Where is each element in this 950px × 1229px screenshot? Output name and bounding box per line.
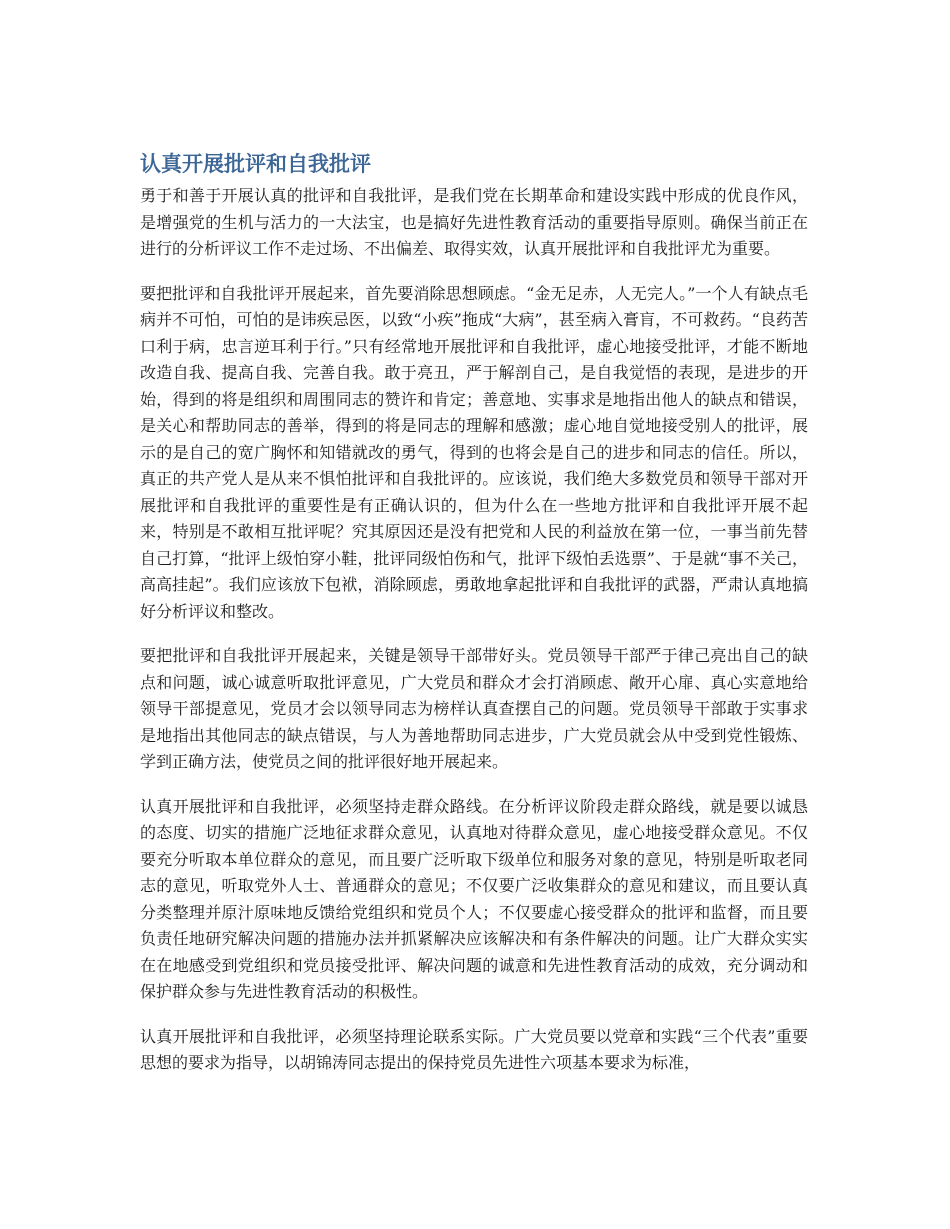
paragraph-4: 认真开展批评和自我批评，必须坚持走群众路线。在分析评议阶段走群众路线，就是要以诚恳的态度、切实的措施广泛地征求群众意见，认真地对待群众意见，虚心地接受群众意见。不仅要充分听取本单位群众的意见，而且要广泛听取下级单位和服务对象的意见，特别是听取老同志的意见，听取党外人士、普通群众的意见；不仅要广泛收集群众的意见和建议，而且要认真分类整理并原汁原味地反馈给党组织和党员个人；不仅要虚心接受群众的批评和监督，而且要负责任地研究解决问题的措施办法并抓紧解决应该解决和有条件解决的问题。让广大群众实实在在地感受到党组织和党员接受批评、解决问题的诚意和先进性教育活动的成效，充分调动和保护群众参与先进性教育活动的积极性。: [140, 796, 808, 1001]
paragraph-3: 要把批评和自我批评开展起来，关键是领导干部带好头。党员领导干部严于律己亮出自己的缺点和问题，诚心诚意听取批评意见，广大党员和群众才会打消顾虑、敞开心扉、真心实意地给领导干部提意见，党员才会以领导同志为榜样认真查摆自己的问题。党员领导干部敢于实事求是地指出其他同志的缺点错误，与人为善地帮助同志进步，广大党员就会从中受到党性锻炼、学到正确方法，使党员之间的批评很好地开展起来。: [140, 646, 808, 771]
paragraph-2: 要把批评和自我批评开展起来，首先要消除思想顾虑。“金无足赤，人无完人。”一个人有缺点毛病并不可怕，可怕的是讳疾忌医，以致“小疾”拖成“大病”，甚至病入膏肓，不可救药。“良药苦口利于病，忠言逆耳利于行。”只有经常地开展批评和自我批评，虚心地接受批评，才能不断地改造自我、提高自我、完善自我。敢于亮丑，严于解剖自己，是自我觉悟的表现，是进步的开始，得到的将是组织和周围同志的赞许和肯定；善意地、实事求是地指出他人的缺点和错误，是关心和帮助同志的善举，得到的将是同志的理解和感激；虚心地自觉地接受别人的批评，展示的是自己的宽广胸怀和知错就改的勇气，得到的也将会是自己的进步和同志的信任。所以，真正的共产党人是从来不惧怕批评和自我批评的。应该说，我们绝大多数党员和领导干部对开展批评和自我批评的重要性是有正确认识的，但为什么在一些地方批评和自我批评开展不起来，特别是不敢相互批评呢？究其原因还是没有把党和人民的利益放在第一位，一事当前先替自己打算，“批评上级怕穿小鞋，批评同级怕伤和气，批评下级怕丢选票”、于是就“事不关己，高高挂起”。我们应该放下包袱，消除顾虑，勇敢地拿起批评和自我批评的武器，严肃认真地搞好分析评议和整改。: [140, 283, 808, 621]
paragraph-5: 认真开展批评和自我批评，必须坚持理论联系实际。广大党员要以党章和实践“三个代表”重要思想的要求为指导，以胡锦涛同志提出的保持党员先进性六项基本要求为标准，: [140, 1026, 808, 1072]
document-title: 认真开展批评和自我批评: [140, 152, 371, 176]
document-page: [140, 147, 808, 1095]
paragraph-1: 勇于和善于开展认真的批评和自我批评，是我们党在长期革命和建设实践中形成的优良作风，是增强党的生机与活力的一大法宝，也是搞好先进性教育活动的重要指导原则。确保当前正在进行的分析评议工作不走过场、不出偏差、取得实效，认真开展批评和自我批评尤为重要。: [140, 186, 808, 258]
